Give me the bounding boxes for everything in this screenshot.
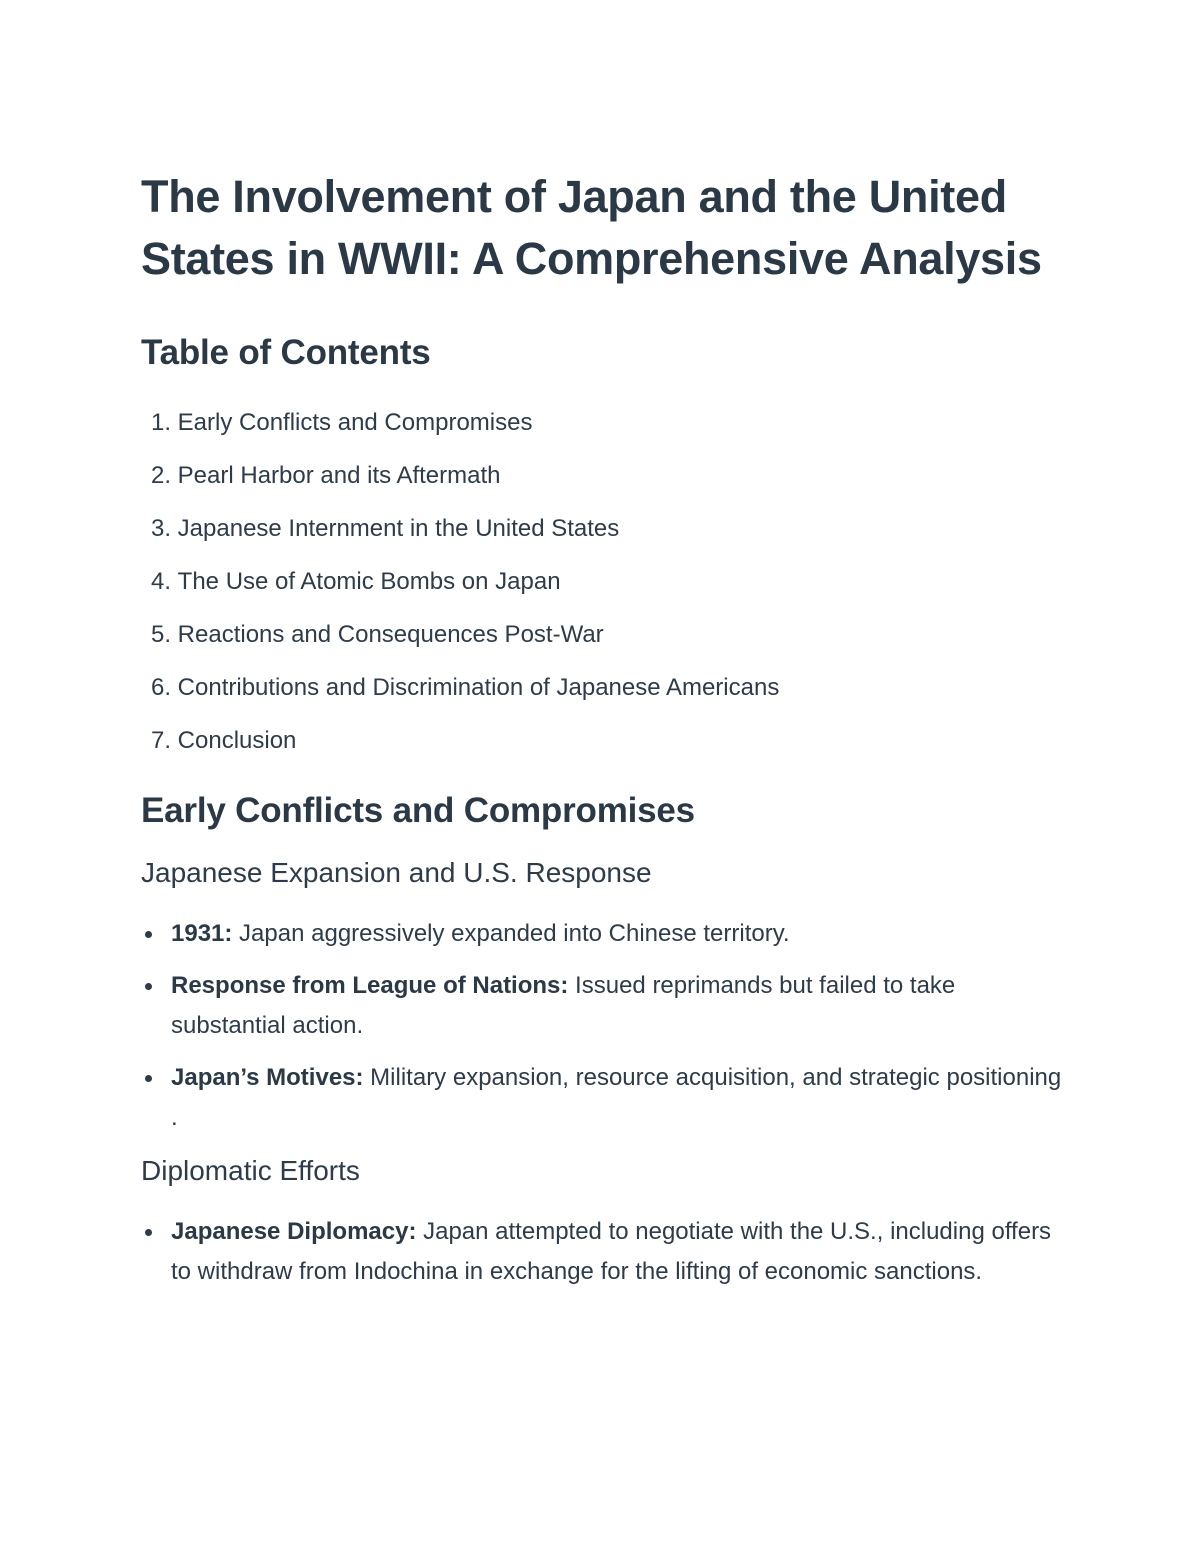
bullet-text: Japan attempted to negotiate with the U.S., including offers to withdraw from Indochina in exchange for the lifting of economic sanctions. bbox=[171, 1218, 1052, 1285]
toc-item-number: 6. bbox=[150, 674, 171, 701]
bullet-list bbox=[141, 1212, 1071, 1292]
toc-item-number: 3. bbox=[150, 515, 171, 542]
toc-item[interactable] bbox=[141, 512, 1071, 546]
bullet-dot-icon bbox=[145, 1075, 152, 1082]
toc-item-label: Contributions and Discrimination of Japanese Americans bbox=[177, 674, 780, 701]
toc-item-label: The Use of Atomic Bombs on Japan bbox=[177, 568, 561, 595]
bullet-text: Issued reprimands but failed to take substantial action. bbox=[171, 972, 956, 1039]
toc-heading: Table of Contents bbox=[141, 333, 431, 372]
toc-item[interactable] bbox=[141, 724, 1071, 758]
toc-item-number: 7. bbox=[150, 727, 171, 754]
toc-item[interactable] bbox=[141, 565, 1071, 599]
toc-item[interactable] bbox=[141, 459, 1071, 493]
subsection-heading: Diplomatic Efforts bbox=[141, 1155, 360, 1186]
bullet-text: Military expansion, resource acquisition, and strategic positioning . bbox=[171, 1064, 1062, 1131]
toc-item-number: 2. bbox=[150, 462, 171, 489]
section-heading: Early Conflicts and Compromises bbox=[141, 791, 695, 830]
bullet-term: Response from League of Nations: bbox=[171, 972, 569, 999]
toc-item-label: Reactions and Consequences Post-War bbox=[177, 621, 604, 648]
toc-item[interactable] bbox=[141, 618, 1071, 652]
toc-item-number: 4. bbox=[150, 568, 171, 595]
subsection-heading: Japanese Expansion and U.S. Response bbox=[141, 857, 652, 888]
toc-item-label: Japanese Internment in the United States bbox=[177, 515, 620, 542]
bullet-dot-icon bbox=[145, 983, 152, 990]
toc-item-label: Pearl Harbor and its Aftermath bbox=[177, 462, 501, 489]
bullet-term: Japan’s Motives: bbox=[171, 1064, 364, 1091]
bullet-item bbox=[141, 1058, 1071, 1138]
bullet-item bbox=[141, 914, 1071, 954]
bullet-dot-icon bbox=[145, 1229, 152, 1236]
toc-item[interactable] bbox=[141, 406, 1071, 440]
toc-item-number: 1. bbox=[150, 409, 171, 436]
toc-item-label: Early Conflicts and Compromises bbox=[177, 409, 533, 436]
bullet-item bbox=[141, 966, 1071, 1046]
bullet-list bbox=[141, 914, 1071, 1138]
bullet-dot-icon bbox=[145, 931, 152, 938]
document-page bbox=[141, 166, 1071, 1304]
toc-list bbox=[141, 406, 1071, 758]
bullet-term: 1931: bbox=[171, 920, 233, 947]
bullet-item bbox=[141, 1212, 1071, 1292]
bullet-text: Japan aggressively expanded into Chinese territory. bbox=[232, 920, 790, 947]
toc-item-label: Conclusion bbox=[177, 727, 297, 754]
bullet-term: Japanese Diplomacy: bbox=[171, 1218, 417, 1245]
toc-item[interactable] bbox=[141, 671, 1071, 705]
toc-item-number: 5. bbox=[150, 621, 171, 648]
document-title: The Involvement of Japan and the United States in WWII: A Comprehensive Analysis bbox=[141, 171, 1042, 284]
